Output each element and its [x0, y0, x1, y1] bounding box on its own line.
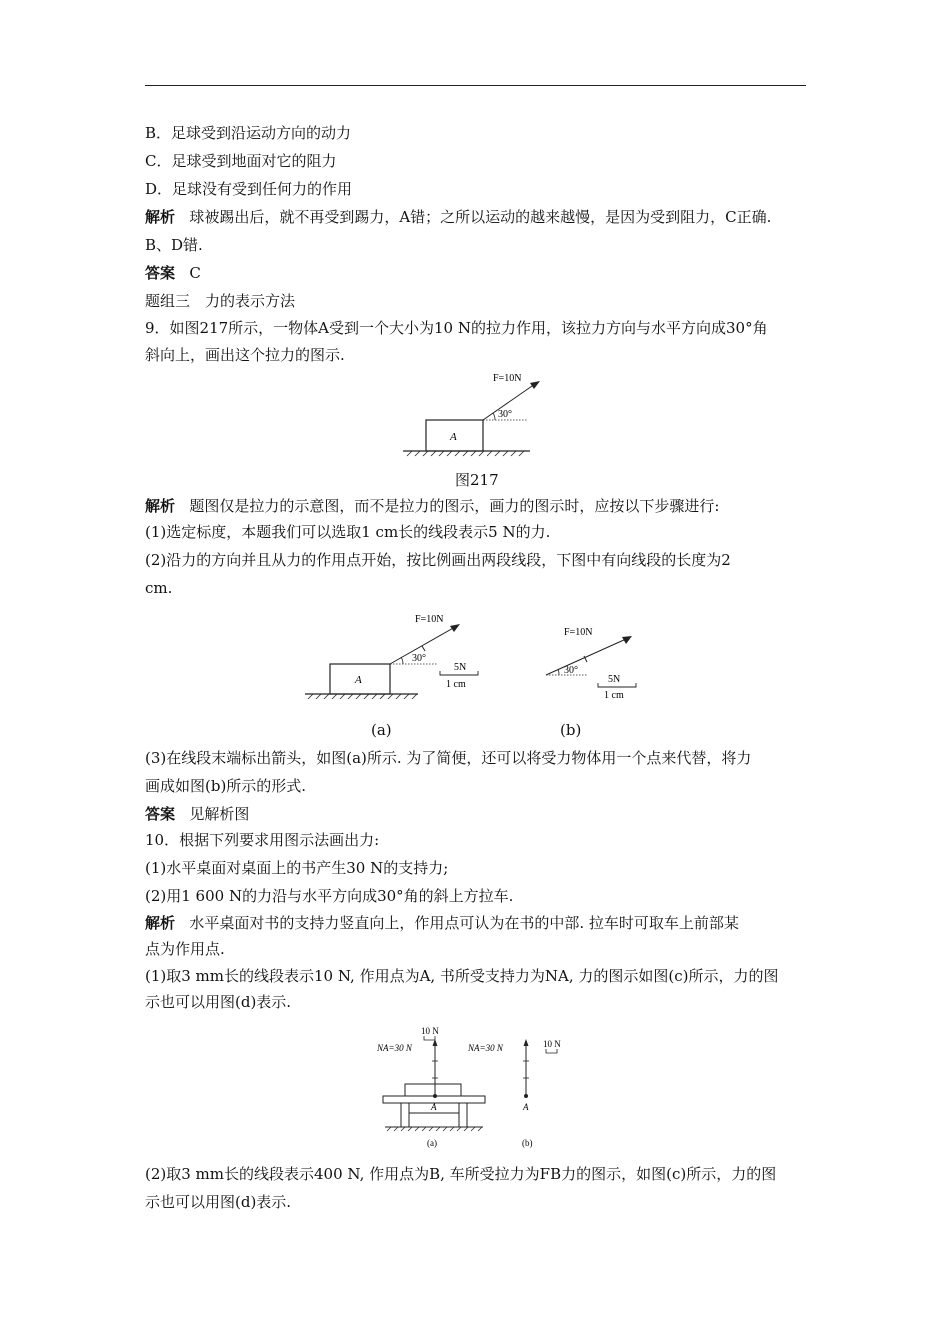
table-leg	[401, 1103, 409, 1127]
question-10-part-2: (2)用1 600 N的力沿与水平方向成30°角的斜上方拉车.	[145, 887, 514, 905]
answer-label: 答案	[145, 805, 176, 823]
analysis-3-line-f: 示也可以用图(d)表示.	[145, 1193, 292, 1211]
ground-hatch	[407, 451, 524, 456]
scale-force: 5N	[608, 674, 621, 685]
angle-label: 30°	[564, 665, 578, 676]
question-9-line-a: 9．如图217所示，一物体A受到一个大小为10 N的拉力作用，该拉力方向与水平方向成30°角	[145, 319, 768, 337]
scale-force: 5N	[454, 662, 467, 673]
option-c: C．足球受到地面对它的阻力	[145, 152, 337, 170]
analysis-3-line-d: 示也可以用图(d)表示.	[145, 993, 292, 1011]
support-arrowhead-b	[524, 1039, 529, 1046]
angle-arc	[493, 413, 495, 420]
analysis-1-line-a	[145, 207, 771, 227]
analysis-3-line-b: 点为作用点.	[145, 940, 225, 958]
force-label: F=10N	[415, 614, 444, 625]
analysis-2-line-f: 画成如图(b)所示的形式.	[145, 777, 307, 795]
analysis-2-line-a	[145, 496, 719, 516]
force-label: F=10N	[493, 373, 522, 384]
scale-length: 1 cm	[604, 690, 624, 701]
answer-1	[145, 263, 201, 283]
figure-a	[300, 608, 500, 706]
analysis-text: 题图仅是拉力的示意图，而不是拉力的图示，画力的图示时，应按以下步骤进行:	[189, 497, 720, 515]
figure-217-caption: 图217	[455, 471, 499, 489]
analysis-text: 水平桌面对书的支持力竖直向上，作用点可认为在书的中部. 拉车时可取车上前部某	[189, 914, 739, 932]
figure-table-book	[375, 1020, 575, 1152]
point-label-b: A	[523, 1102, 529, 1112]
analysis-2-line-b: (1)选定标度，本题我们可以选取1 cm长的线段表示5 N的力.	[145, 523, 551, 541]
analysis-3-line-a	[145, 913, 739, 933]
table-leg	[459, 1103, 467, 1127]
caption-a: (a)	[371, 721, 392, 739]
scale-10n-a: 10 N	[421, 1026, 439, 1036]
answer-label: 答案	[145, 264, 176, 282]
header-rule	[145, 85, 806, 86]
answer-text: C	[189, 264, 201, 282]
ground-hatch	[308, 694, 417, 699]
force-arrowhead	[530, 381, 540, 389]
na-label-a: NA=30 N	[377, 1043, 412, 1053]
analysis-label: 解析	[145, 497, 176, 515]
question-10-part-1: (1)水平桌面对桌面上的书产生30 N的支持力;	[145, 859, 449, 877]
option-b: B．足球受到沿运动方向的动力	[145, 124, 352, 142]
point-label-a: A	[431, 1102, 437, 1112]
analysis-label: 解析	[145, 914, 176, 932]
small-caption-b: (b)	[522, 1138, 533, 1148]
angle-label: 30°	[412, 653, 426, 664]
analysis-2-line-c: (2)沿力的方向并且从力的作用点开始，按比例画出两段线段，下图中有向线段的长度为2	[145, 551, 731, 569]
na-label-b: NA=30 N	[468, 1043, 503, 1053]
analysis-2-line-e: (3)在线段末端标出箭头，如图(a)所示. 为了简便，还可以将受力物体用一个点来代替，将力	[145, 749, 752, 767]
application-point-b	[524, 1094, 528, 1098]
scale-10n-b: 10 N	[543, 1039, 561, 1049]
figure-217	[395, 368, 555, 460]
caption-b: (b)	[560, 721, 582, 739]
analysis-3-line-c: (1)取3 mm长的线段表示10 N, 作用点为A, 书所受支持力为NA, 力的图示如图(c)所示，力的图	[145, 967, 779, 985]
group-3-heading: 题组三 力的表示方法	[145, 292, 296, 310]
analysis-2-line-d: cm.	[145, 579, 173, 597]
force-label: F=10N	[564, 627, 593, 638]
scale-bar-a	[424, 1036, 435, 1040]
answer-text: 见解析图	[189, 805, 250, 823]
book	[405, 1084, 461, 1096]
question-10: 10．根据下列要求用图示法画出力:	[145, 831, 380, 849]
analysis-3-line-e: (2)取3 mm长的线段表示400 N, 作用点为B, 车所受拉力为FB力的图示，如图(c)所示，力的图	[145, 1165, 777, 1183]
ground-hatch	[387, 1127, 482, 1131]
scale-bar-b	[546, 1049, 557, 1053]
angle-arc	[401, 657, 403, 664]
block-label: A	[450, 431, 457, 443]
angle-label: 30°	[498, 409, 512, 420]
analysis-1-line-b: B、D错.	[145, 236, 203, 254]
small-caption-a: (a)	[427, 1138, 437, 1148]
angle-arc	[558, 669, 559, 675]
figure-b	[540, 622, 650, 704]
analysis-text: 球被踢出后，就不再受到踢力，A错；之所以运动的越来越慢，是因为受到阻力，C正确.	[189, 208, 772, 226]
force-arrowhead	[450, 624, 460, 632]
answer-2	[145, 804, 249, 824]
analysis-label: 解析	[145, 208, 176, 226]
option-d: D．足球没有受到任何力的作用	[145, 180, 353, 198]
scale-length: 1 cm	[446, 679, 466, 690]
block-label: A	[355, 674, 362, 686]
segment-tick	[422, 646, 425, 651]
question-9-line-b: 斜向上，画出这个拉力的图示.	[145, 346, 345, 364]
